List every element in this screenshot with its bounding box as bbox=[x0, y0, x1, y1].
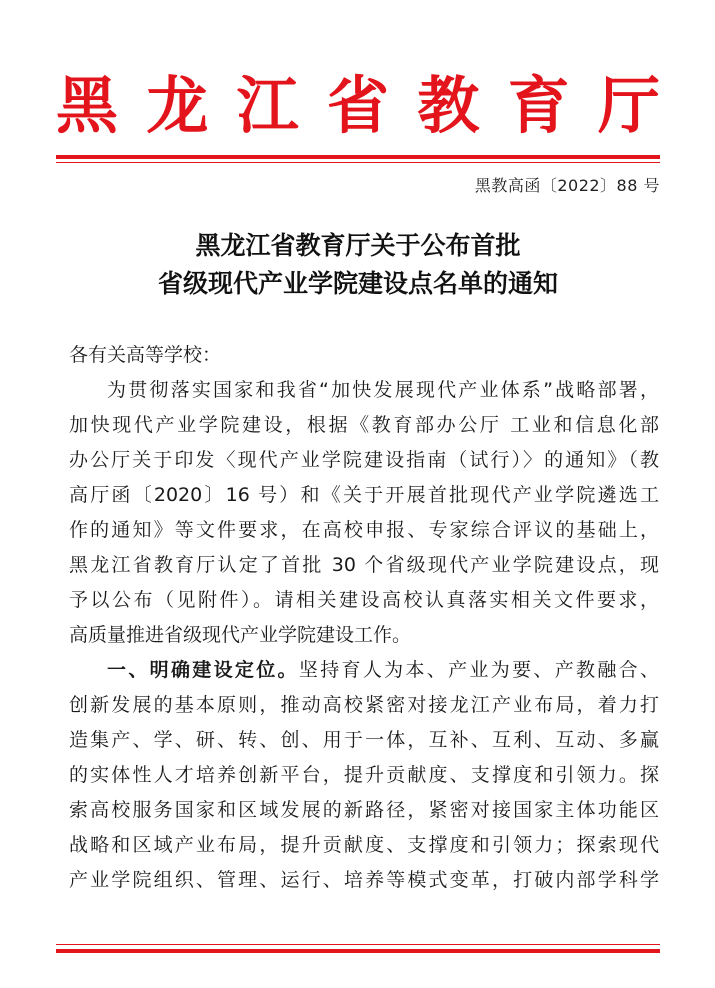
section-heading: 一、明确建设定位。 bbox=[107, 659, 299, 681]
body-line: 创新发展的基本原则，推动高校紧密对接龙江产业布局，着力打 bbox=[69, 694, 659, 716]
section-one-first-text: 坚持育人为本、产业为要、产教融合、 bbox=[298, 659, 659, 681]
letterhead-char: 江 bbox=[236, 69, 299, 142]
document-number: 黑教高函〔2022〕88 号 bbox=[474, 176, 660, 195]
salutation: 各有关高等学校： bbox=[69, 344, 222, 366]
footer-red-rule-thick bbox=[56, 949, 660, 953]
body-line: 产业学院组织、管理、运行、培养等模式变革，打破内部学科学 bbox=[69, 869, 659, 891]
header-red-rule-thin bbox=[56, 162, 660, 163]
body-line: 战略和区域产业布局，提升贡献度、支撑度和引领力；探索现代 bbox=[69, 834, 659, 856]
letterhead-char: 教 bbox=[417, 69, 480, 142]
body-line: 办公厅关于印发〈现代产业学院建设指南（试行）〉的通知》（教 bbox=[69, 449, 659, 471]
body-line: 予以公布（见附件）。请相关建设高校认真落实相关文件要求， bbox=[69, 589, 659, 611]
letterhead-char: 省 bbox=[326, 69, 389, 142]
body-line: 的实体性人才培养创新平台，提升贡献度、支撑度和引领力。探 bbox=[69, 764, 659, 786]
section-one-first-line bbox=[107, 657, 659, 683]
letterhead-org-name bbox=[56, 66, 660, 146]
letterhead-char: 龙 bbox=[146, 69, 209, 142]
document-title-line1: 黑龙江省教育厅关于公布首批 bbox=[195, 231, 521, 260]
header-red-rule-thick bbox=[56, 155, 660, 159]
letterhead-char: 厅 bbox=[597, 69, 660, 142]
body-line: 为贯彻落实国家和我省“加快发展现代产业体系”战略部署， bbox=[107, 379, 659, 401]
body-line: 高质量推进省级现代产业学院建设工作。 bbox=[69, 624, 412, 646]
body-line: 高厅函〔2020〕16 号）和《关于开展首批现代产业学院遴选工 bbox=[69, 484, 659, 506]
body-line: 作的通知》等文件要求，在高校申报、专家综合评议的基础上， bbox=[69, 519, 659, 541]
footer-red-rule-thin bbox=[56, 944, 660, 945]
body-line: 索高校服务国家和区域发展的新路径，紧密对接国家主体功能区 bbox=[69, 799, 659, 821]
body-line: 加快现代产业学院建设，根据《教育部办公厅 工业和信息化部 bbox=[69, 414, 659, 436]
body-line: 黑龙江省教育厅认定了首批 30 个省级现代产业学院建设点，现 bbox=[69, 554, 659, 576]
document-title-line2: 省级现代产业学院建设点名单的通知 bbox=[157, 269, 558, 298]
letterhead-char: 黑 bbox=[56, 69, 119, 142]
letterhead-char: 育 bbox=[507, 69, 570, 142]
body-line: 造集产、学、研、转、创、用于一体，互补、互利、互动、多赢 bbox=[69, 729, 659, 751]
